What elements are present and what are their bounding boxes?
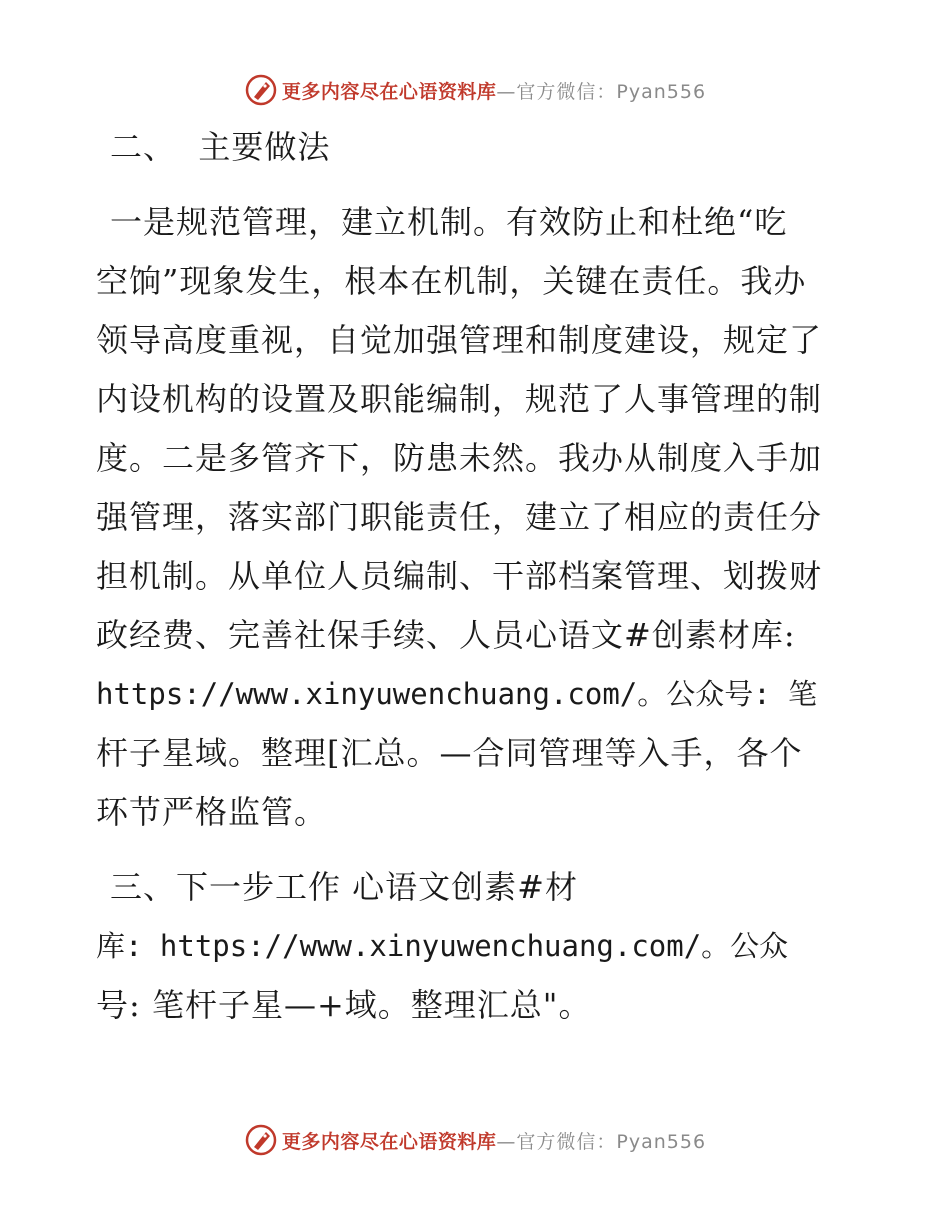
paragraph-line: 空饷”现象发生，根本在机制，关键在责任。我办: [96, 262, 807, 300]
paragraph-line: 政经费、完善社保手续、人员心语文#创素材库:: [96, 616, 796, 654]
watermark-gray-text: —官方微信：Pyan556: [496, 80, 707, 103]
section-heading-3: 三、下一步工作 心语文创素#材: [110, 868, 578, 906]
paragraph-line: 担机制。从单位人员编制、干部档案管理、划拨财: [96, 557, 823, 595]
watermark-gray-text: —官方微信：Pyan556: [496, 1130, 707, 1153]
document-body: [96, 118, 856, 1035]
pen-nib-circle-icon: [244, 1123, 278, 1157]
paragraph-line: 环节严格监管。: [96, 793, 328, 831]
paragraph-line: 杆子星域。整理[汇总。—合同管理等入手，各个: [96, 734, 803, 772]
paragraph-line: 一是规范管理，建立机制。有效防止和杜绝“吃: [110, 203, 788, 241]
paragraph-line: 强管理，落实部门职能责任，建立了相应的责任分: [96, 498, 823, 536]
pen-nib-circle-icon: [244, 73, 278, 107]
tail-line: 库: https://www.xinyuwenchuang.com/。公众: [96, 929, 789, 963]
watermark-red-text: 更多内容尽在心语资料库: [281, 80, 497, 103]
footer-watermark: [0, 1120, 950, 1160]
tail-line: 号: 笔杆子星—+域。整理汇总"。: [96, 986, 592, 1024]
section-heading-2: 二、 主要做法: [110, 128, 331, 166]
watermark-red-text: 更多内容尽在心语资料库: [281, 1130, 497, 1153]
paragraph-line: 度。二是多管齐下，防患未然。我办从制度入手加: [96, 439, 823, 477]
paragraph-line: 领导高度重视，自觉加强管理和制度建设，规定了: [96, 321, 823, 359]
paragraph-line: https://www.xinyuwenchuang.com/。公众号: 笔: [96, 677, 818, 711]
paragraph-line: 内设机构的设置及职能编制，规范了人事管理的制: [96, 380, 823, 418]
header-watermark: [0, 70, 950, 110]
